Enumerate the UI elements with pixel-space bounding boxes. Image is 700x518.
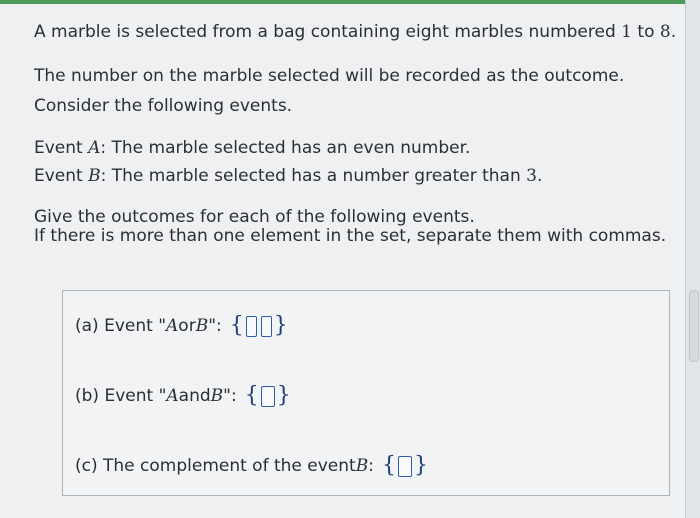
- part-a-set-input[interactable]: [229, 313, 288, 338]
- part-b-label: (b) Event ": [75, 386, 167, 406]
- part-a-entry-cell-1[interactable]: [246, 316, 257, 337]
- part-a-entry-cell-2[interactable]: [261, 316, 272, 337]
- event-b-label: Event: [34, 166, 83, 186]
- part-a-or: or: [178, 316, 196, 336]
- part-b-var-b: B: [210, 386, 224, 406]
- close-brace: }: [413, 453, 428, 478]
- event-a-var: A: [88, 138, 101, 158]
- close-brace: }: [273, 313, 288, 338]
- instructions-line-2: If there is more than one element in the set, separate them with commas.: [34, 226, 667, 246]
- part-a-var-a: A: [166, 316, 179, 336]
- part-b-set-input[interactable]: [244, 383, 291, 408]
- part-c-end: :: [368, 456, 374, 476]
- question-panel: [0, 4, 686, 518]
- part-b-var-a: A: [166, 386, 179, 406]
- open-brace: {: [244, 383, 259, 408]
- event-a-label: Event: [34, 138, 83, 158]
- part-b: [75, 385, 291, 407]
- scrollbar-thumb[interactable]: [689, 290, 699, 362]
- part-c-set-input[interactable]: [381, 453, 428, 478]
- consider-events-text: Consider the following events.: [34, 96, 293, 116]
- intro-to: to: [637, 22, 655, 42]
- part-a: [75, 315, 288, 337]
- event-b-var: B: [88, 166, 101, 186]
- part-c: [75, 455, 428, 477]
- open-brace: {: [229, 313, 244, 338]
- event-b-definition: [34, 166, 542, 186]
- number-one: 1: [621, 22, 632, 42]
- event-a-definition: [34, 138, 470, 158]
- part-b-entry-cell[interactable]: [261, 386, 275, 407]
- part-a-var-b: B: [195, 316, 209, 336]
- part-b-end: ":: [223, 386, 237, 406]
- part-c-label: (c) The complement of the event: [75, 456, 356, 476]
- open-brace: {: [381, 453, 396, 478]
- part-a-end: ":: [208, 316, 222, 336]
- part-c-var-b: B: [355, 456, 369, 476]
- part-b-and: and: [178, 386, 211, 406]
- answer-box: [62, 290, 670, 496]
- instructions-line-1: Give the outcomes for each of the following events.: [34, 207, 475, 227]
- outcome-description: The number on the marble selected will be recorded as the outcome.: [34, 66, 625, 86]
- part-a-label: (a) Event ": [75, 316, 167, 336]
- event-a-text: : The marble selected has an even number.: [100, 138, 471, 158]
- event-b-number: 3.: [526, 166, 543, 186]
- intro-text: A marble is selected from a bag containing eight marbles numbered: [34, 22, 616, 42]
- event-b-text: : The marble selected has a number greater than: [100, 166, 521, 186]
- number-eight: 8.: [659, 22, 677, 42]
- problem-intro-line: [34, 22, 676, 42]
- close-brace: }: [276, 383, 291, 408]
- right-scrollbar[interactable]: [685, 0, 700, 518]
- part-c-entry-cell[interactable]: [398, 456, 412, 477]
